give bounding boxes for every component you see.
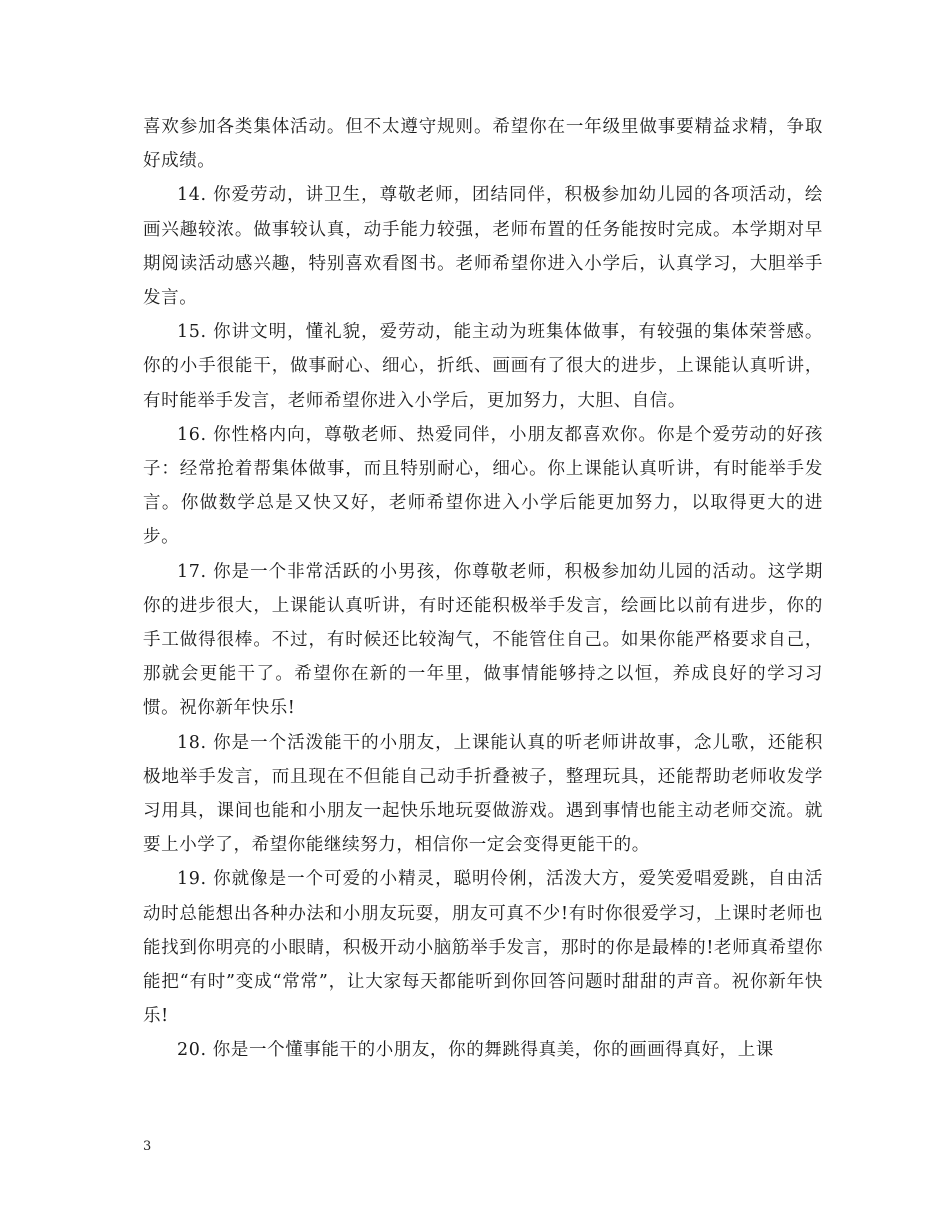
paragraph-15: 15. 你讲文明，懂礼貌，爱劳动，能主动为班集体做事，有较强的集体荣誉感。你的小手很能干，做事耐心、细心，折纸、画画有了很大的进步，上课能认真听讲，有时能举手发言，老师希望你进入小学后，更加努力，大胆、自信。: [143, 322, 823, 411]
paragraph-16: 16. 你性格内向，尊敬老师、热爱同伴，小朋友都喜欢你。你是个爱劳动的好孩子：经常抢着帮集体做事，而且特别耐心，细心。你上课能认真听讲，有时能举手发言。你做数学总是又快又好，老师希望你进入小学后能更加努力，以取得更大的进步。: [143, 424, 823, 548]
body-text: [143, 110, 823, 1068]
page-number: 3: [143, 1139, 152, 1154]
paragraph-20: 20. 你是一个懂事能干的小朋友，你的舞跳得真美，你的画画得真好，上课: [177, 1040, 774, 1061]
paragraph-14: 14. 你爱劳动，讲卫生，尊敬老师，团结同伴，积极参加幼儿园的各项活动，绘画兴趣较浓。做事较认真，动手能力较强，老师布置的任务能按时完成。本学期对早期阅读活动感兴趣，特别喜欢看图书。老师希望你进入小学后，认真学习，大胆举手发言。: [143, 185, 823, 309]
paragraph-18: 18. 你是一个活泼能干的小朋友，上课能认真的听老师讲故事，念儿歌，还能积极地举手发言，而且现在不但能自己动手折叠被子，整理玩具，还能帮助老师收发学习用具，课间也能和小朋友一起快乐地玩耍做游戏。遇到事情也能主动老师交流。就要上小学了，希望你能继续努力，相信你一定会变得更能干的。: [143, 732, 823, 856]
paragraph-continuation: 喜欢参加各类集体活动。但不太遵守规则。希望你在一年级里做事要精益求精，争取好成绩。: [143, 117, 823, 172]
paragraph-19: 19. 你就像是一个可爱的小精灵，聪明伶俐，活泼大方，爱笑爱唱爱跳，自由活动时总能想出各种办法和小朋友玩耍，朋友可真不少!有时你很爱学习，上课时老师也能找到你明亮的小眼睛，积极开动小脑筋举手发言，那时的你是最棒的!老师真希望你能把“有时”变成“常常”，让大家每天都能听到你回答问题时甜甜的声音。祝你新年快乐!: [143, 869, 823, 1027]
paragraph-17: 17. 你是一个非常活跃的小男孩，你尊敬老师，积极参加幼儿园的活动。这学期你的进步很大，上课能认真听讲，有时还能积极举手发言，绘画比以前有进步，你的手工做得很棒。不过，有时候还比较淘气，不能管住自己。如果你能严格要求自己，那就会更能干了。希望你在新的一年里，做事情能够持之以恒，养成良好的学习习惯。祝你新年快乐!: [143, 561, 823, 719]
